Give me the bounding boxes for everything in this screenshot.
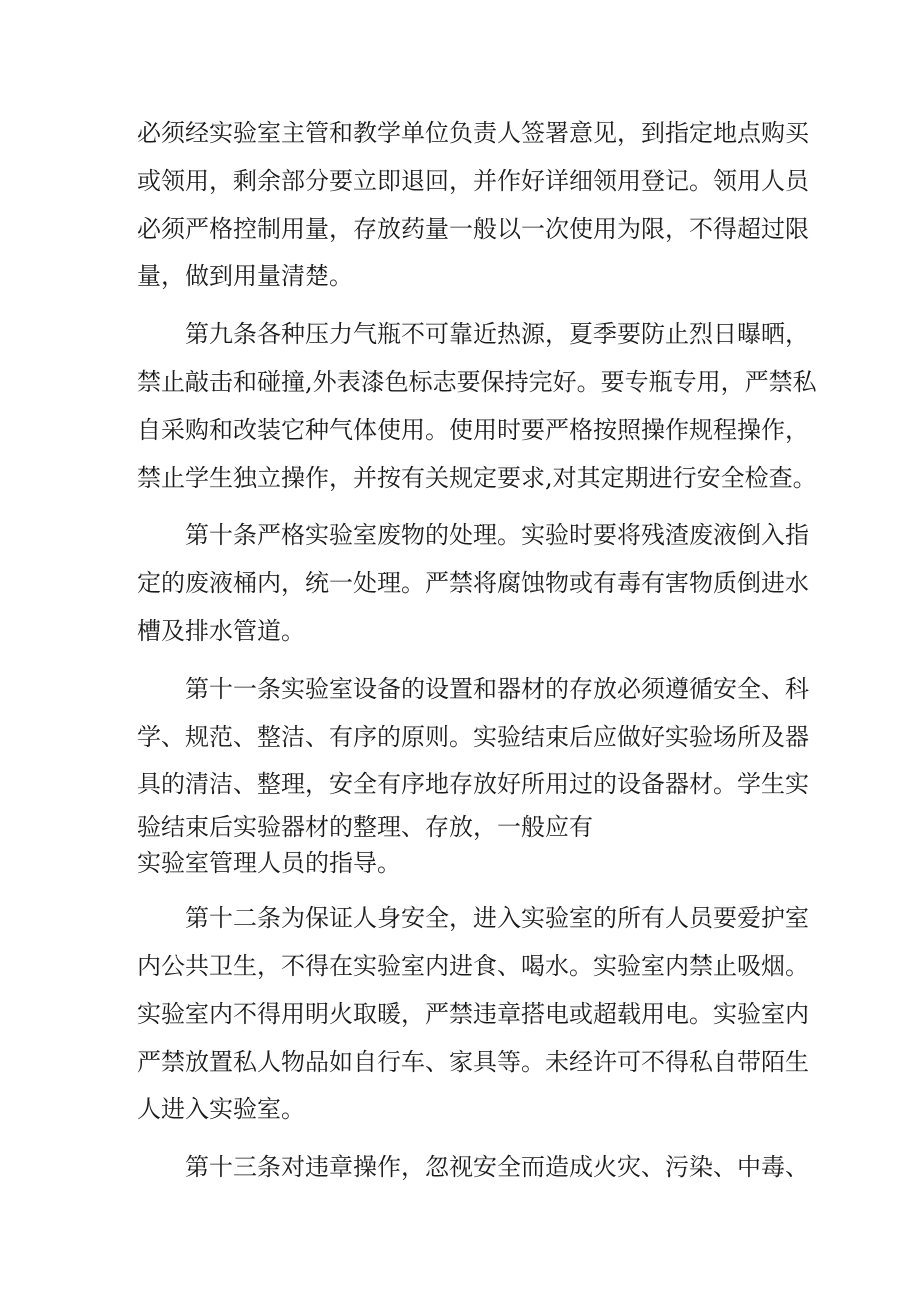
text-line: 槽及排水管道。: [137, 616, 305, 645]
text-line: 实验室内不得用明火取暖，严禁违章搭电或超载用电。实验室内: [137, 999, 809, 1028]
text-line: 验结束后实验器材的整理、存放，一般应有: [137, 813, 593, 842]
article-11-first-line: 第十一条实验室设备的设置和器材的存放必须遵循安全、科: [185, 674, 809, 703]
article-12-first-line: 第十二条为保证人身安全，进入实验室的所有人员要爱护室: [185, 904, 809, 933]
text-line: 自采购和改装它种气体使用。使用时要严格按照操作规程操作，: [137, 415, 809, 444]
article-13-first-line: 第十三条对违章操作，忽视安全而造成火灾、污染、中毒、: [185, 1153, 809, 1182]
document-body: [137, 110, 817, 1192]
text-line: 定的废液桶内，统一处理。严禁将腐蚀物或有毒有害物质倒进水: [137, 569, 809, 598]
text-line: 量，做到用量清楚。: [137, 262, 353, 291]
article-10-first-line: 第十条严格实验室废物的处理。实验时要将残渣废液倒入指: [185, 521, 809, 550]
text-line: 必须严格控制用量，存放药量一般以一次使用为限，不得超过限: [137, 214, 809, 243]
text-line: 禁止学生独立操作，并按有关规定要求,对其定期进行安全检查。: [137, 463, 817, 492]
text-line: 必须经实验室主管和教学单位负责人签署意见，到指定地点购买: [137, 119, 809, 147]
text-line: 实验室管理人员的指导。: [137, 849, 401, 878]
text-line: 学、规范、整洁、有序的原则。实验结束后应做好实验场所及器: [137, 722, 809, 751]
article-9-first-line: 第九条各种压力气瓶不可靠近热源，夏季要防止烈日曝晒，: [185, 320, 809, 349]
text-line: 严禁放置私人物品如自行车、家具等。未经许可不得私自带陌生: [137, 1047, 809, 1076]
text-line: 人进入实验室。: [137, 1095, 305, 1124]
text-line: 内公共卫生，不得在实验室内进食、喝水。实验室内禁止吸烟。: [137, 951, 809, 980]
text-line: 具的清洁、整理，安全有序地存放好所用过的设备器材。学生实: [137, 770, 809, 799]
text-line: 禁止敲击和碰撞,外表漆色标志要保持完好。要专瓶专用，严禁私: [137, 367, 817, 396]
text-line: 或领用，剩余部分要立即退回，并作好详细领用登记。领用人员: [137, 166, 809, 195]
